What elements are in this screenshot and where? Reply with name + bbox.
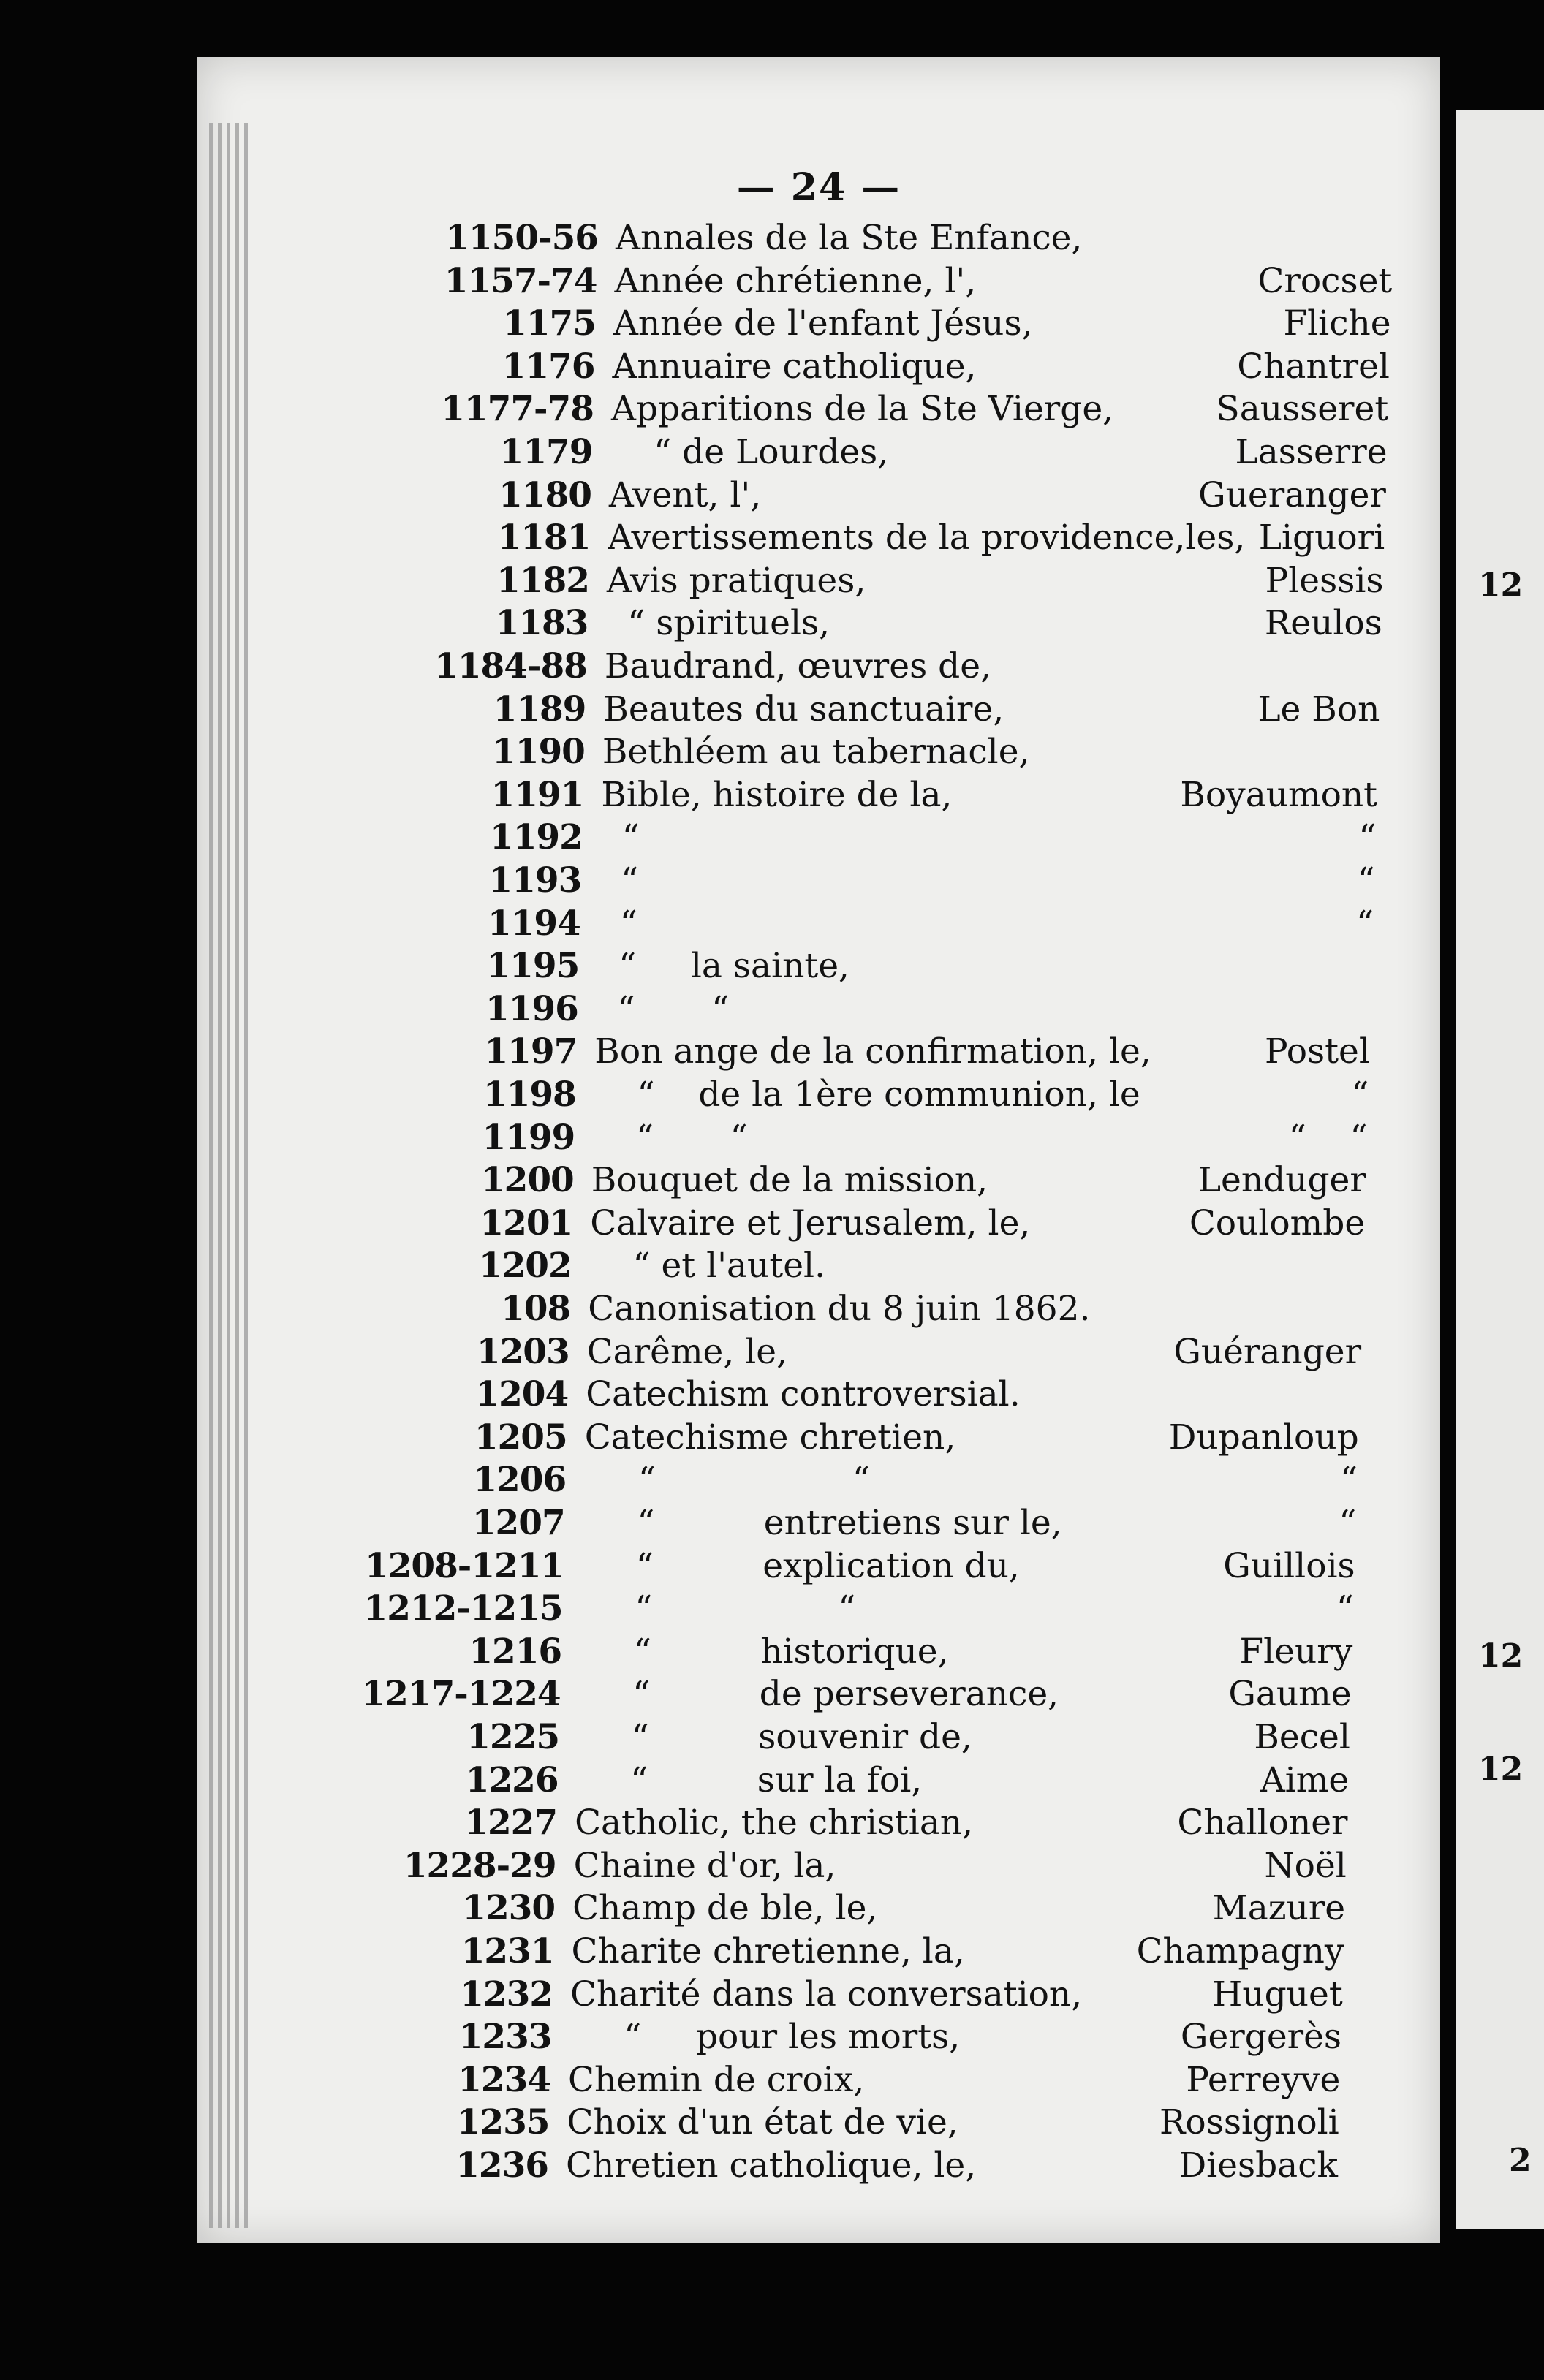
entry-number: 1193 xyxy=(488,860,582,901)
catalog-entry xyxy=(197,518,1440,558)
catalog-entry xyxy=(197,1332,1440,1373)
entry-title: Catechisme chretien, xyxy=(584,1417,956,1458)
entry-number: 1192 xyxy=(490,817,583,858)
entry-number: 1233 xyxy=(458,2017,552,2058)
catalog-entry xyxy=(197,2017,1440,2058)
entry-title: Choix d'un état de vie, xyxy=(567,2102,958,2143)
entry-title: “ de la 1ère communion, le xyxy=(593,1075,1140,1115)
entry-title: Charite chretienne, la, xyxy=(571,1931,965,1971)
entry-title: Apparitions de la Ste Vierge, xyxy=(610,389,1114,430)
entry-author: Coulombe xyxy=(1189,1202,1366,1243)
entry-number: 1226 xyxy=(465,1759,559,1800)
entry-number: 1190 xyxy=(492,732,585,773)
catalog-entry xyxy=(197,1974,1440,2015)
catalog-entry xyxy=(197,1588,1440,1629)
entry-title: “ explication du, xyxy=(581,1545,1020,1586)
entry-title: “ pour les morts, xyxy=(569,2017,961,2058)
entry-number: 1176 xyxy=(502,346,595,387)
adjacent-page-fragment: 12 xyxy=(1478,566,1524,604)
entry-number: 1184-88 xyxy=(434,646,587,686)
entry-author: Le Bon xyxy=(1257,689,1380,729)
entry-title: “ souvenir de, xyxy=(577,1717,972,1757)
catalog-entry xyxy=(197,389,1440,430)
entry-author: Gueranger xyxy=(1198,474,1386,515)
entry-number: 1205 xyxy=(474,1417,567,1458)
entry-number: 1181 xyxy=(497,518,591,558)
entry-number: 1196 xyxy=(485,988,578,1029)
book-page xyxy=(197,57,1440,2243)
catalog-entry xyxy=(197,2102,1440,2143)
entry-author: Mazure xyxy=(1212,1888,1346,1929)
entry-number: 1201 xyxy=(480,1202,573,1243)
entry-number: 1225 xyxy=(466,1717,560,1757)
entry-number: 1236 xyxy=(455,2145,548,2186)
entry-title: “ xyxy=(599,817,640,858)
entry-number: 1234 xyxy=(458,2059,551,2100)
entry-author: “ xyxy=(1351,1075,1369,1115)
entry-number: 1183 xyxy=(495,603,589,644)
catalog-entry xyxy=(197,1075,1440,1115)
entry-number: 1216 xyxy=(469,1631,562,1672)
entry-title: “ xyxy=(599,860,639,901)
catalog-entry xyxy=(197,1417,1440,1458)
entry-title: Année chrétienne, l', xyxy=(614,260,977,301)
entry-number: 1175 xyxy=(503,303,596,344)
entry-number: 108 xyxy=(501,1289,571,1329)
entry-author: Chantrel xyxy=(1237,346,1390,387)
catalog-entry xyxy=(197,1717,1440,1758)
entry-number: 1197 xyxy=(484,1031,578,1072)
entry-number: 1189 xyxy=(493,689,586,729)
catalog-entry xyxy=(197,903,1440,944)
catalog-entry xyxy=(197,561,1440,602)
entry-title: Avis pratiques, xyxy=(606,560,866,601)
entry-number: 1208-1211 xyxy=(365,1545,564,1586)
entry-author: Rossignoli xyxy=(1159,2102,1339,2143)
catalog-entry xyxy=(197,346,1440,387)
catalog-entry xyxy=(197,989,1440,1030)
entry-title: Charité dans la conversation, xyxy=(570,1974,1083,2015)
catalog-entry xyxy=(197,817,1440,858)
entry-number: 1228-29 xyxy=(403,1845,556,1886)
catalog-entry xyxy=(197,261,1440,302)
entry-number: 1206 xyxy=(473,1460,567,1501)
catalog-entry xyxy=(197,303,1440,344)
entry-title: Chretien catholique, le, xyxy=(566,2145,977,2186)
entry-author: Guéranger xyxy=(1173,1331,1362,1372)
entry-number: 1212-1215 xyxy=(363,1588,563,1629)
entry-title: Catholic, the christian, xyxy=(575,1803,974,1843)
catalog-entry xyxy=(197,860,1440,901)
catalog-entry xyxy=(197,1846,1440,1887)
catalog-entry xyxy=(197,1888,1440,1929)
catalog-entry xyxy=(197,1674,1440,1715)
entry-title: Bouquet de la mission, xyxy=(591,1160,988,1201)
entry-title: “ xyxy=(597,903,637,944)
entry-title: Chemin de croix, xyxy=(568,2059,865,2100)
entry-title: “ “ xyxy=(580,1588,856,1629)
entry-title: “ sur la foi, xyxy=(575,1759,923,1800)
entry-author: Fleury xyxy=(1239,1631,1353,1672)
entry-title: Avent, l', xyxy=(608,474,762,515)
catalog-entry xyxy=(197,689,1440,730)
catalog-entry xyxy=(197,432,1440,473)
catalog-entry xyxy=(197,1546,1440,1587)
entry-author: Noël xyxy=(1264,1845,1347,1886)
catalog-entry xyxy=(197,1203,1440,1244)
entry-title: Canonisation du 8 juin 1862. xyxy=(588,1289,1091,1329)
entry-title: “ historique, xyxy=(579,1631,949,1672)
entry-number: 1198 xyxy=(482,1075,576,1115)
adjacent-page-fragment: 12 xyxy=(1478,1637,1524,1675)
entry-number: 1199 xyxy=(482,1117,575,1158)
catalog-entry xyxy=(197,2060,1440,2101)
entry-title: Catechism controversial. xyxy=(586,1374,1021,1415)
entry-title: Chaine d'or, la, xyxy=(573,1845,836,1886)
entry-author: Aime xyxy=(1260,1759,1350,1800)
entry-author: Fliche xyxy=(1283,303,1391,344)
entry-title: Baudrand, œuvres de, xyxy=(604,646,991,686)
entry-author: Postel xyxy=(1265,1031,1370,1072)
entry-title: “ la sainte, xyxy=(597,946,849,987)
entry-number: 1195 xyxy=(486,946,580,987)
entry-author: Reulos xyxy=(1264,603,1382,644)
entry-title: Année de l'enfant Jésus, xyxy=(613,303,1033,344)
entry-author: Diesback xyxy=(1178,2145,1338,2186)
entry-title: Avertissements de la providence,les, xyxy=(608,518,1246,558)
catalog-entry xyxy=(197,2145,1440,2186)
catalog-entry xyxy=(197,603,1440,644)
entry-number: 1227 xyxy=(464,1803,558,1843)
entry-author: Boyaumont xyxy=(1180,774,1378,815)
entry-title: Beautes du sanctuaire, xyxy=(603,689,1004,729)
catalog-entry xyxy=(197,1631,1440,1672)
catalog-entry xyxy=(197,1374,1440,1415)
entry-author: “ xyxy=(1339,1460,1358,1501)
entry-author: Gergerès xyxy=(1180,2017,1342,2058)
catalog-entry xyxy=(197,1031,1440,1072)
adjacent-page-fragment: 2 xyxy=(1509,2142,1532,2179)
entry-author: Perreyve xyxy=(1186,2059,1341,2100)
catalog-entry xyxy=(197,1503,1440,1544)
entry-number: 1231 xyxy=(461,1931,554,1971)
entry-title: Bible, histoire de la, xyxy=(601,774,953,815)
adjacent-page-fragment: 12 xyxy=(1478,1751,1524,1788)
catalog-entry xyxy=(197,218,1440,259)
entry-author: Champagny xyxy=(1136,1931,1344,1971)
entry-author: “ xyxy=(1355,903,1374,944)
entry-title: “ de Lourdes, xyxy=(610,432,889,472)
entry-number: 1217-1224 xyxy=(361,1674,561,1715)
entry-title: Champ de ble, le, xyxy=(572,1888,878,1929)
entry-title: Bon ange de la confirmation, le, xyxy=(594,1031,1151,1072)
entry-title: “ de perseverance, xyxy=(578,1674,1059,1715)
entry-number: 1177-78 xyxy=(441,389,594,430)
catalog-entry xyxy=(197,775,1440,816)
entry-number: 1200 xyxy=(480,1160,574,1201)
entry-title: “ “ xyxy=(595,988,730,1029)
entry-number: 1150-56 xyxy=(445,218,598,258)
entry-number: 1230 xyxy=(462,1888,556,1929)
entry-title: Annales de la Ste Enfance, xyxy=(616,218,1083,258)
entry-author: Challoner xyxy=(1177,1803,1348,1843)
catalog-entry xyxy=(197,946,1440,987)
entry-number: 1204 xyxy=(475,1374,569,1415)
entry-author: “ xyxy=(1358,817,1377,858)
entry-author: Gaume xyxy=(1228,1674,1352,1715)
entry-title: Calvaire et Jerusalem, le, xyxy=(590,1202,1031,1243)
entry-number: 1203 xyxy=(476,1331,569,1372)
entry-number: 1179 xyxy=(499,432,593,472)
page-number: — 24 — xyxy=(736,165,901,210)
entry-title: “ entretiens sur le, xyxy=(582,1503,1062,1543)
entry-number: 1194 xyxy=(488,903,580,944)
entry-title: “ spirituels, xyxy=(605,603,830,644)
catalog-entry xyxy=(197,1246,1440,1286)
catalog-entry xyxy=(197,732,1440,773)
entry-author: Huguet xyxy=(1212,1974,1343,2015)
entry-title: “ “ xyxy=(592,1117,748,1158)
entry-author: “ xyxy=(1357,860,1375,901)
entry-title: “ et l'autel. xyxy=(589,1246,826,1286)
entry-author: Plessis xyxy=(1265,560,1384,601)
catalog-entry xyxy=(197,1931,1440,1972)
catalog-entry xyxy=(197,1289,1440,1330)
entry-author: “ xyxy=(1339,1503,1357,1543)
entry-author: “ “ xyxy=(1288,1117,1368,1158)
entry-author: Crocset xyxy=(1257,260,1393,301)
entry-author: Lasserre xyxy=(1235,432,1388,472)
catalog-entry xyxy=(197,1118,1440,1159)
entry-title: Carême, le, xyxy=(586,1331,788,1372)
catalog-entry xyxy=(197,475,1440,516)
entry-author: Dupanloup xyxy=(1168,1417,1359,1458)
entry-number: 1182 xyxy=(496,560,589,601)
catalog-entry xyxy=(197,1760,1440,1801)
entry-author: Sausseret xyxy=(1216,389,1389,430)
entry-author: Liguori xyxy=(1258,518,1385,558)
entry-number: 1180 xyxy=(499,474,591,515)
entry-number: 1191 xyxy=(491,774,584,815)
catalog-entry xyxy=(197,1460,1440,1501)
catalog-entry xyxy=(197,1160,1440,1201)
entry-number: 1235 xyxy=(456,2102,550,2143)
entry-title: “ “ xyxy=(583,1460,870,1501)
catalog-entry xyxy=(197,1803,1440,1843)
entry-number: 1157-74 xyxy=(444,260,597,301)
entry-author: Guillois xyxy=(1223,1545,1355,1586)
entry-author: Becel xyxy=(1254,1717,1350,1757)
entry-number: 1232 xyxy=(460,1974,553,2015)
adjacent-page xyxy=(1456,110,1544,2229)
entry-title: Bethléem au tabernacle, xyxy=(602,732,1030,773)
entry-number: 1202 xyxy=(478,1246,572,1286)
entry-author: “ xyxy=(1336,1588,1354,1629)
catalog-entry xyxy=(197,646,1440,687)
entry-number: 1207 xyxy=(472,1503,565,1543)
entry-title: Annuaire catholique, xyxy=(612,346,977,387)
entry-author: Lenduger xyxy=(1197,1160,1366,1201)
